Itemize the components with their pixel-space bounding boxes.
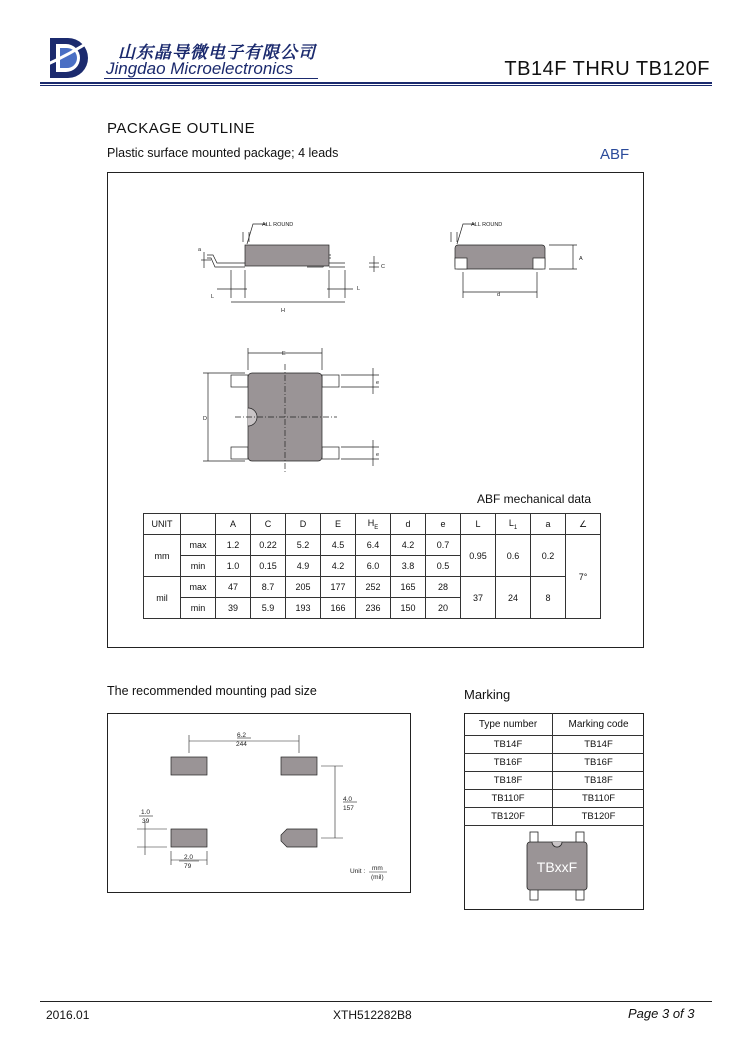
- company-name-en: Jingdao Microelectronics: [106, 59, 294, 78]
- dim-L-label: L: [211, 294, 215, 300]
- dim-e-label-lower: e: [376, 452, 380, 458]
- pad-w-mm: 2.0: [184, 854, 194, 861]
- company-underline: [104, 78, 318, 79]
- header-rule: [40, 82, 712, 84]
- footer-rule: [40, 1001, 712, 1002]
- footer-doc-code: XTH512282B8: [333, 1008, 412, 1022]
- package-code: ABF: [600, 146, 630, 163]
- pad-w-mil: 79: [184, 863, 192, 870]
- company-name-cn: 山东晶导微电子有限公司: [118, 43, 316, 62]
- dim-a-label: a: [198, 247, 202, 253]
- pad-h-mil: 39: [142, 818, 150, 825]
- mech-row-mm-min: min 1.0 0.15 4.9 4.2 6.0 3.8 0.5: [144, 556, 601, 577]
- dim-L1-label: L: [357, 286, 361, 292]
- marking-table: [464, 713, 644, 826]
- dim-D-label: D: [203, 416, 207, 422]
- mech-data-caption: ABF mechanical data: [477, 492, 592, 506]
- pad-h-mm: 1.0: [141, 809, 151, 816]
- footer-page-number: Page 3 of 3: [628, 1006, 695, 1021]
- dim-c-label: C: [381, 264, 385, 270]
- marking-section-title: Marking: [464, 687, 511, 702]
- marking-row: TB16F TB16F: [464, 754, 644, 772]
- section-subtitle: Plastic surface mounted package; 4 leads: [107, 146, 339, 160]
- all-round-label-right: ALL ROUND: [471, 222, 503, 228]
- mech-row-mil-min: min 39 5.9 193 166 236 150 20: [144, 598, 601, 619]
- section-title: PACKAGE OUTLINE: [107, 120, 256, 137]
- mech-row-mil-max: mil max 47 8.7 205 177 252 165 28 37 24 8: [144, 577, 601, 598]
- header-rule-thin: [40, 85, 712, 86]
- pad-drawing: [107, 713, 411, 893]
- pad-section-title: The recommended mounting pad size: [107, 684, 317, 698]
- footer-date: 2016.01: [46, 1008, 90, 1022]
- marking-row: TB110F TB110F: [464, 790, 644, 808]
- document-title: TB14F THRU TB120F: [504, 58, 710, 80]
- marking-row: TB14F TB14F: [464, 736, 644, 754]
- pad-height-mm: 4.0: [343, 796, 353, 803]
- marking-chip-drawing: [464, 823, 644, 910]
- mechanical-data-table: [143, 513, 601, 619]
- pad-width-mm: 6.2: [237, 732, 247, 739]
- unit-mil: (mil): [371, 874, 384, 881]
- dim-A-label: A: [579, 256, 583, 262]
- pad-height-mil: 157: [343, 805, 354, 812]
- unit-label: Unit :: [350, 868, 366, 875]
- all-round-label: ALL ROUND: [262, 222, 294, 228]
- package-outline-drawing: [107, 172, 644, 492]
- company-logo: [46, 34, 94, 82]
- marking-header-row: Type number Marking code: [464, 713, 644, 736]
- mech-row-mm-max: mm max 1.2 0.22 5.2 4.5 6.4 4.2 0.7 0.95 0.6 0.2 7°: [144, 535, 601, 556]
- dim-d-label: d: [497, 292, 501, 298]
- dim-e-label: e: [376, 380, 380, 386]
- mech-header-row: UNIT A C D E $H_E$ d e L $L_1$ a ∠: [144, 514, 601, 535]
- chip-marking-text: TBxxF: [536, 859, 578, 875]
- dim-E-label: E: [282, 351, 286, 357]
- marking-row: TB18F TB18F: [464, 772, 644, 790]
- angle-value: 7°: [566, 535, 601, 619]
- pad-width-mil: 244: [236, 741, 247, 748]
- dim-HE-label: H: [281, 308, 285, 314]
- marking-row: TB120F TB120F: [464, 808, 644, 826]
- unit-mm: mm: [372, 865, 383, 872]
